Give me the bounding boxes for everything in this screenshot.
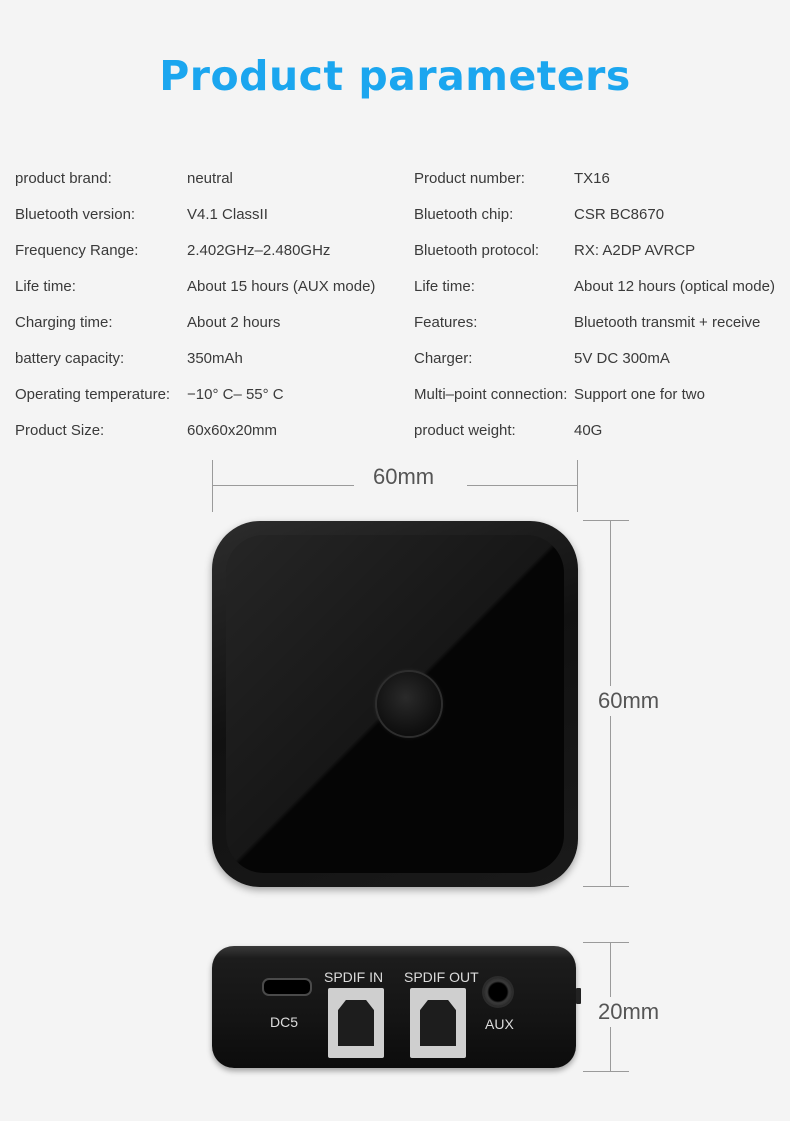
spec-label: Bluetooth version:	[15, 206, 136, 223]
spec-value: −10° C– 55° C	[187, 386, 284, 403]
spec-label: Bluetooth chip:	[414, 206, 514, 223]
spec-value: neutral	[187, 170, 233, 187]
spdif-out-port-opening	[420, 1000, 456, 1046]
dc5-port-label: DC5	[270, 1014, 299, 1030]
spdif-in-port	[328, 988, 384, 1058]
height-dimension-tick-top	[583, 520, 629, 521]
height-dimension-tick-bottom	[583, 886, 629, 887]
width-dimension-line-right	[467, 485, 578, 486]
page-title: Product parameters	[159, 52, 631, 100]
spec-value: V4.1 ClassII	[187, 206, 268, 223]
power-button	[377, 672, 441, 736]
spec-label: Product Size:	[15, 422, 105, 439]
spec-label: Charging time:	[15, 314, 113, 331]
spec-label: Charger:	[414, 350, 473, 367]
width-dimension-line-left	[212, 485, 354, 486]
device-top-view	[212, 521, 578, 887]
depth-dimension-label: 20mm	[598, 997, 659, 1027]
spec-value: Bluetooth transmit + receive	[574, 314, 761, 331]
spec-label: Multi–point connection:	[414, 386, 568, 403]
height-dimension-label: 60mm	[598, 686, 659, 716]
spec-label: product brand:	[15, 170, 112, 187]
spec-value: 60x60x20mm	[187, 422, 278, 439]
device-glass-panel	[226, 535, 564, 873]
spec-value: 2.402GHz–2.480GHz	[187, 242, 331, 259]
depth-dimension-tick-top	[583, 942, 629, 943]
spec-value: About 2 hours	[187, 314, 281, 331]
spec-value: About 12 hours (optical mode)	[574, 278, 775, 295]
spec-value: 350mAh	[187, 350, 243, 367]
side-switch	[576, 988, 581, 1004]
spdif-in-port-opening	[338, 1000, 374, 1046]
spec-label: Life time:	[414, 278, 475, 295]
depth-dimension-tick-bottom	[583, 1071, 629, 1072]
spdif-out-label: SPDIF OUT	[404, 969, 479, 985]
spec-label: Features:	[414, 314, 478, 331]
spec-label: battery capacity:	[15, 350, 125, 367]
spec-value: RX: A2DP AVRCP	[574, 242, 696, 259]
aux-port	[484, 978, 512, 1006]
spec-label: Bluetooth protocol:	[414, 242, 540, 259]
dc5-port	[262, 978, 312, 996]
spec-label: product weight:	[414, 422, 516, 439]
spec-value: About 15 hours (AUX mode)	[187, 278, 376, 295]
spec-label: Operating temperature:	[15, 386, 171, 403]
device-side-view	[212, 946, 576, 1068]
spec-value: TX16	[574, 170, 610, 187]
spec-value: 5V DC 300mA	[574, 350, 670, 367]
spec-value: Support one for two	[574, 386, 705, 403]
width-dimension-tick-left	[212, 460, 213, 512]
spdif-out-port	[410, 988, 466, 1058]
spdif-in-label: SPDIF IN	[324, 969, 384, 985]
spec-label: Life time:	[15, 278, 76, 295]
spec-value: 40G	[574, 422, 603, 439]
spec-value: CSR BC8670	[574, 206, 665, 223]
width-dimension-tick-right	[577, 460, 578, 512]
aux-port-label: AUX	[485, 1016, 514, 1032]
width-dimension-label: 60mm	[373, 464, 435, 489]
spec-label: Product number:	[414, 170, 525, 187]
spec-label: Frequency Range:	[15, 242, 139, 259]
